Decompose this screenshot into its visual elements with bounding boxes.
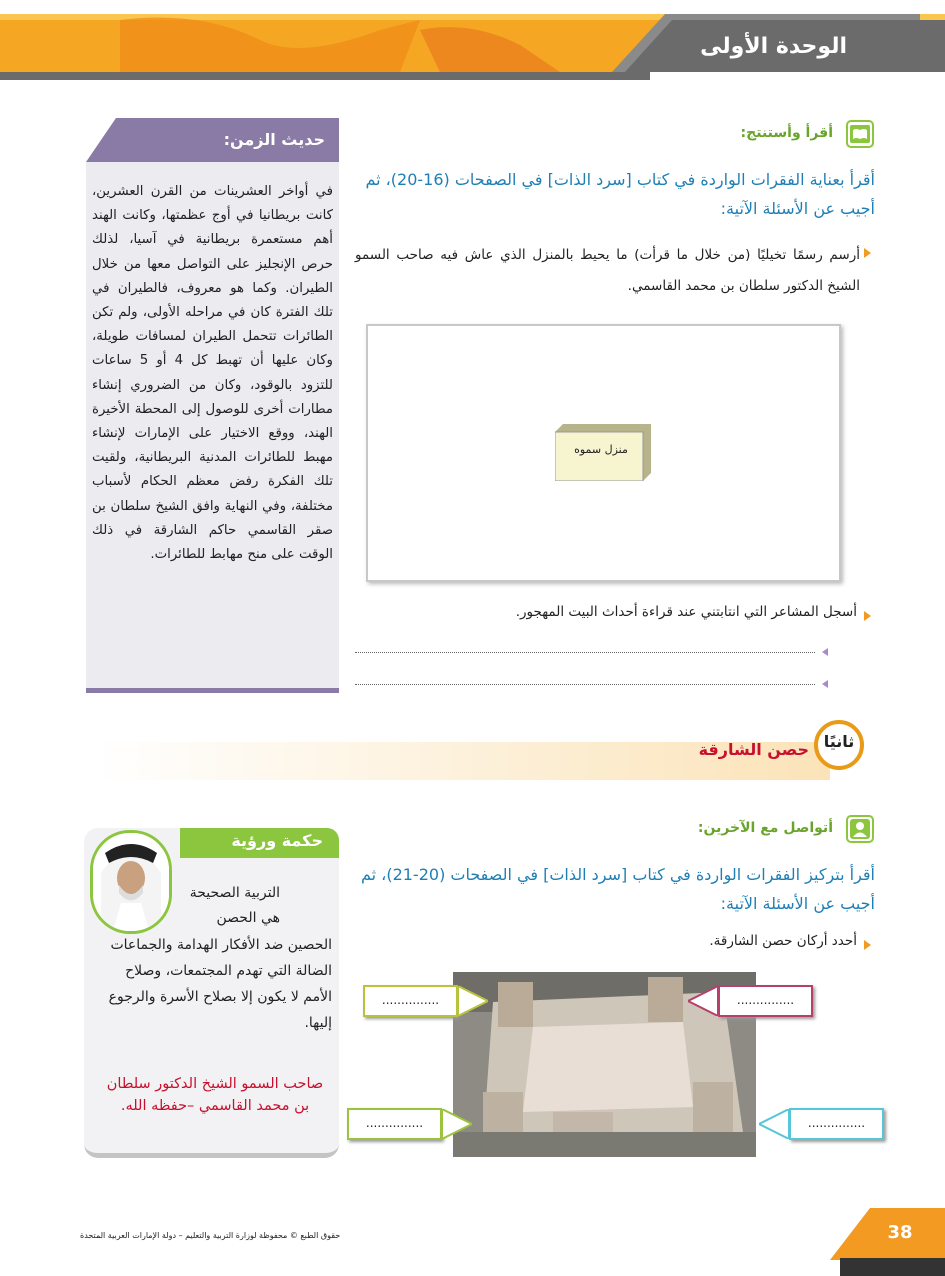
- wisdom-line1: التربية الصحيحة: [189, 885, 280, 901]
- read-instruction: أقرأ بعناية الفقرات الواردة في كتاب [سرد الذات] في الصفحات (16-20)، ثم أجيب عن الأسئلة الآتية:: [365, 170, 875, 218]
- question-feelings: أسجل المشاعر التي انتابتني عند قراءة أحداث البيت المهجور.: [515, 604, 857, 620]
- sidebar-body: في أواخر العشرينات من القرن العشرين، كانت بريطانيا في أوج عظمتها، وكانت الهند أهم مستعمرة بريطانية في آسيا، لذلك حرص الإنجليز على التواصل معها من خلال الطيران. وكما هو معروف، فالطيران في تلك الفترة كان في مراحله الأولى، ولم تكن الطائرات تتحمل الطيران لمسافات طويلة، وكان عليها أن تهبط كل 4 أو 5 ساعات للتزود بالوقود، وكان من الضروري إنشاء مطارات أخرى للوصول إلى المحطة الأخيرة الهند، ووقع الاختيار على الإمارات لإنشاء مهبط للطائرات المدنية البريطانية، ولقيت تلك الفكرة رفض معظم الحكام لأسباب مختلفة، وفي النهاية وافق الشيخ سلطان بن صقر القاسمي حاكم الشارقة في ذلك الوقت على منح مهابط للطائرات.: [92, 184, 333, 563]
- portrait-image: [90, 830, 172, 934]
- communicate-instruction: أقرأ بتركيز الفقرات الواردة في كتاب [سرد الذات] في الصفحات (20-21)، ثم أجيب عن الأسئلة الآتية:: [360, 865, 875, 913]
- question-draw-house: أرسم رسمًا تخيليًا (من خلال ما قرأت) ما يحيط بالمنزل الذي عاش فيه صاحب السمو الشيخ الدكتور سلطان بن محمد القاسمي.: [355, 247, 860, 294]
- bullet-icon: [864, 940, 871, 950]
- answer-line[interactable]: [355, 684, 815, 685]
- book-icon: [846, 120, 874, 148]
- communicate-heading: أتواصل مع الآخرين:: [697, 820, 833, 836]
- bullet-icon: [864, 248, 871, 258]
- section-title: حصن الشارقة: [698, 740, 809, 759]
- sidebar-title: حديث الزمن:: [223, 130, 325, 149]
- wisdom-body: الحصين ضد الأفكار الهدامة والجماعات الضالة التي تهدم المجتمعات، وصلاح الأمم لا يكون إلا بصلاح الأسرة والرجوع إليها.: [108, 937, 332, 1031]
- house-label: منزل سموه: [574, 443, 628, 456]
- bullet-icon: [864, 611, 871, 621]
- fort-label-bottom-right[interactable]: ...............: [789, 1108, 884, 1140]
- fort-label-top-left[interactable]: ...............: [363, 985, 458, 1017]
- copyright: حقوق الطبع © محفوظة لوزارة التربية والتعليم – دولة الإمارات العربية المتحدة: [80, 1231, 341, 1240]
- page-number: 38: [887, 1222, 913, 1243]
- answer-line[interactable]: [355, 652, 815, 653]
- pointer-arrow: [688, 986, 718, 1016]
- read-heading: أقرأ وأستنتج:: [740, 125, 833, 141]
- page-bottom-strip: [840, 1258, 945, 1276]
- pointer-arrow: [458, 986, 488, 1016]
- fort-label-top-right[interactable]: ...............: [718, 985, 813, 1017]
- person-icon: [846, 815, 874, 843]
- pointer-arrow: [442, 1109, 472, 1139]
- wisdom-author: صاحب السمو الشيخ الدكتور سلطان بن محمد القاسمي –حفظه الله.: [106, 1076, 324, 1114]
- fort-label-bottom-left[interactable]: ...............: [347, 1108, 442, 1140]
- wisdom-title: حكمة ورؤية: [231, 831, 323, 850]
- pointer-arrow: [759, 1109, 789, 1139]
- section-number: ثانيًا: [823, 732, 855, 751]
- question-fort-corners: أحدد أركان حصن الشارقة.: [709, 933, 857, 949]
- arrow-icon: [822, 648, 828, 656]
- arrow-icon: [822, 680, 828, 688]
- unit-title: الوحدة الأولى: [700, 34, 847, 59]
- wisdom-line2: هي الحصن: [216, 910, 280, 926]
